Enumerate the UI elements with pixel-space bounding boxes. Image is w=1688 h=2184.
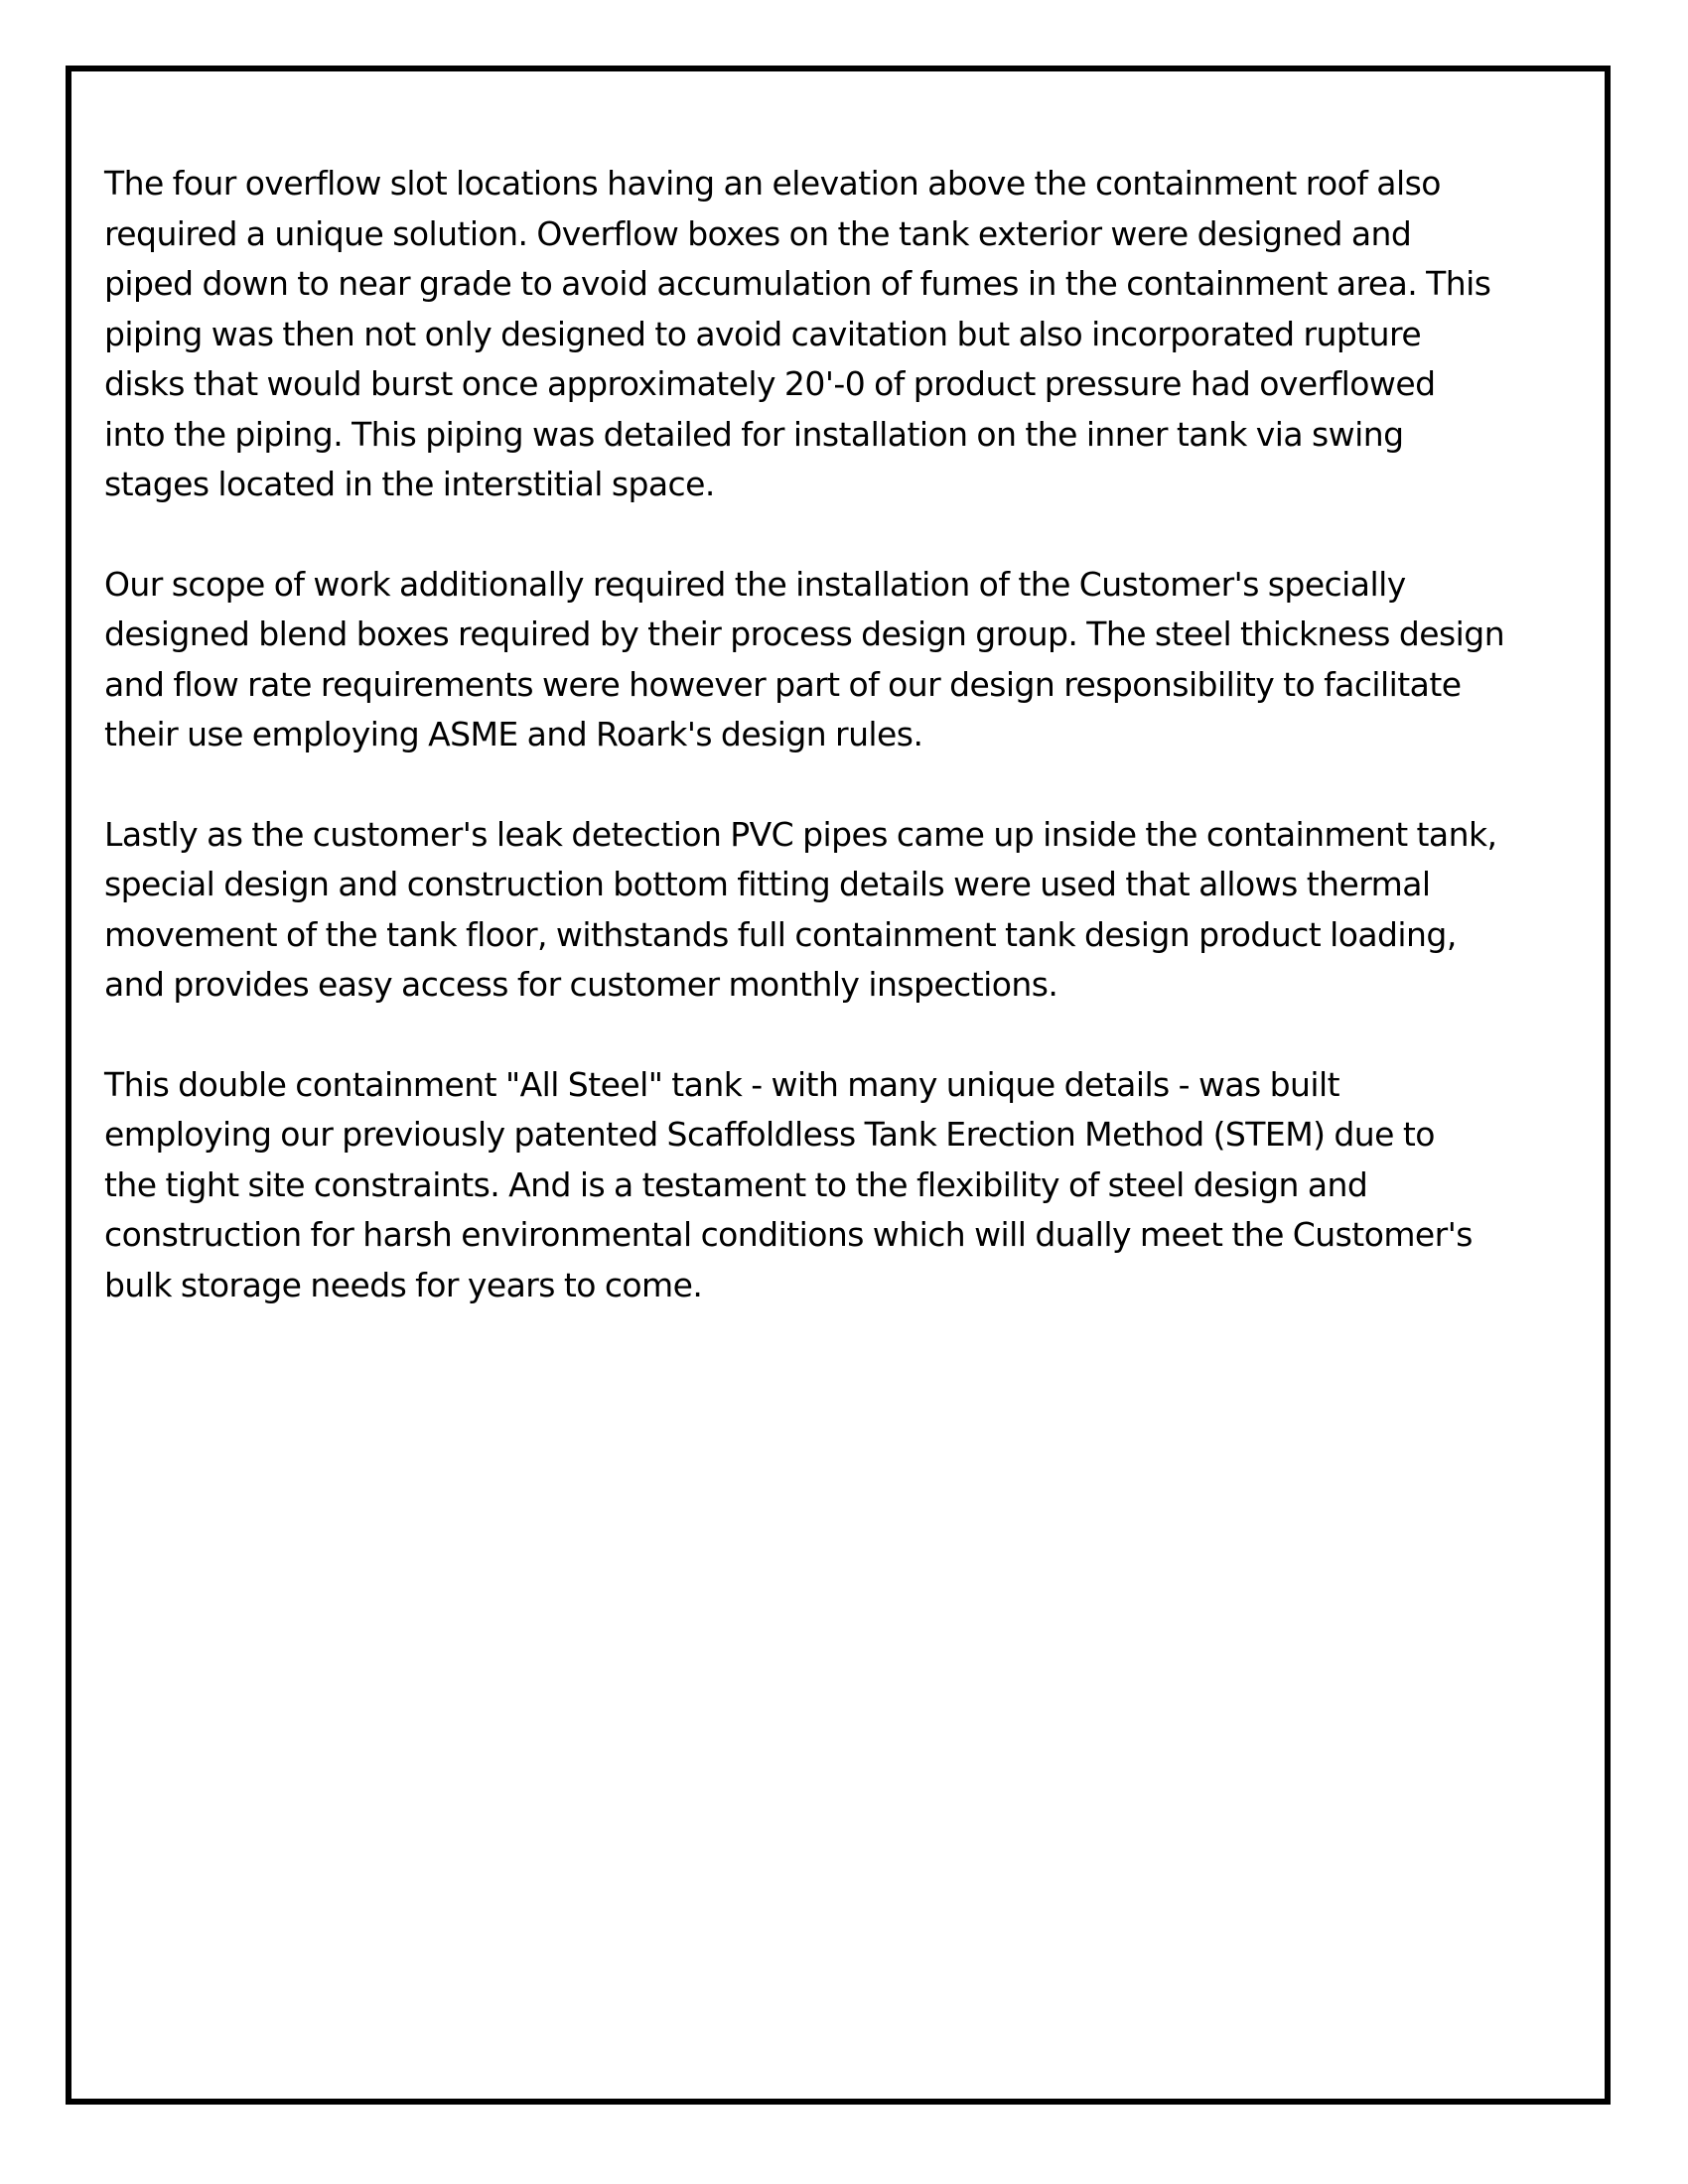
text-line: piped down to near grade to avoid accumulation of fumes in the containment area. This <box>104 264 1491 303</box>
text-line: employing our previously patented Scaffoldless Tank Erection Method (STEM) due to <box>104 1115 1435 1154</box>
text-line: This double containment "All Steel" tank - with many unique details - was built <box>104 1064 1340 1104</box>
text-line: Lastly as the customer's leak detection PVC pipes came up inside the containment tank, <box>104 814 1497 854</box>
paragraph-overflow-slots <box>104 159 1614 510</box>
page-border-frame <box>66 66 1611 2105</box>
text-line: stages located in the interstitial space. <box>104 465 715 503</box>
text-line: the tight site constraints. And is a testament to the flexibility of steel design and <box>104 1164 1368 1204</box>
paragraph-double-containment <box>104 1060 1614 1311</box>
text-line: required a unique solution. Overflow boxes on the tank exterior were designed and <box>104 213 1412 253</box>
paragraph-scope-of-work <box>104 560 1614 760</box>
text-line: into the piping. This piping was detailed for installation on the inner tank via swing <box>104 414 1404 454</box>
text-line: and flow rate requirements were however part of our design responsibility to facilitate <box>104 664 1462 704</box>
text-line: construction for harsh environmental conditions which will dually meet the Customer's <box>104 1215 1473 1254</box>
text-line: bulk storage needs for years to come. <box>104 1265 703 1304</box>
paragraph-leak-detection <box>104 810 1614 1011</box>
text-line: their use employing ASME and Roark's design rules. <box>104 715 923 753</box>
text-line: Our scope of work additionally required the installation of the Customer's specially <box>104 564 1406 604</box>
text-line: designed blend boxes required by their process design group. The steel thickness design <box>104 614 1505 653</box>
text-line: and provides easy access for customer monthly inspections. <box>104 965 1058 1004</box>
text-line: piping was then not only designed to avoid cavitation but also incorporated rupture <box>104 314 1422 353</box>
text-line: movement of the tank floor, withstands full containment tank design product loading, <box>104 914 1457 954</box>
text-line: special design and construction bottom fitting details were used that allows thermal <box>104 865 1431 903</box>
text-line: disks that would burst once approximately 20'-0 of product pressure had overflowed <box>104 364 1436 403</box>
document-body <box>104 159 1614 1360</box>
text-line: The four overflow slot locations having an elevation above the containment roof also <box>104 164 1441 203</box>
